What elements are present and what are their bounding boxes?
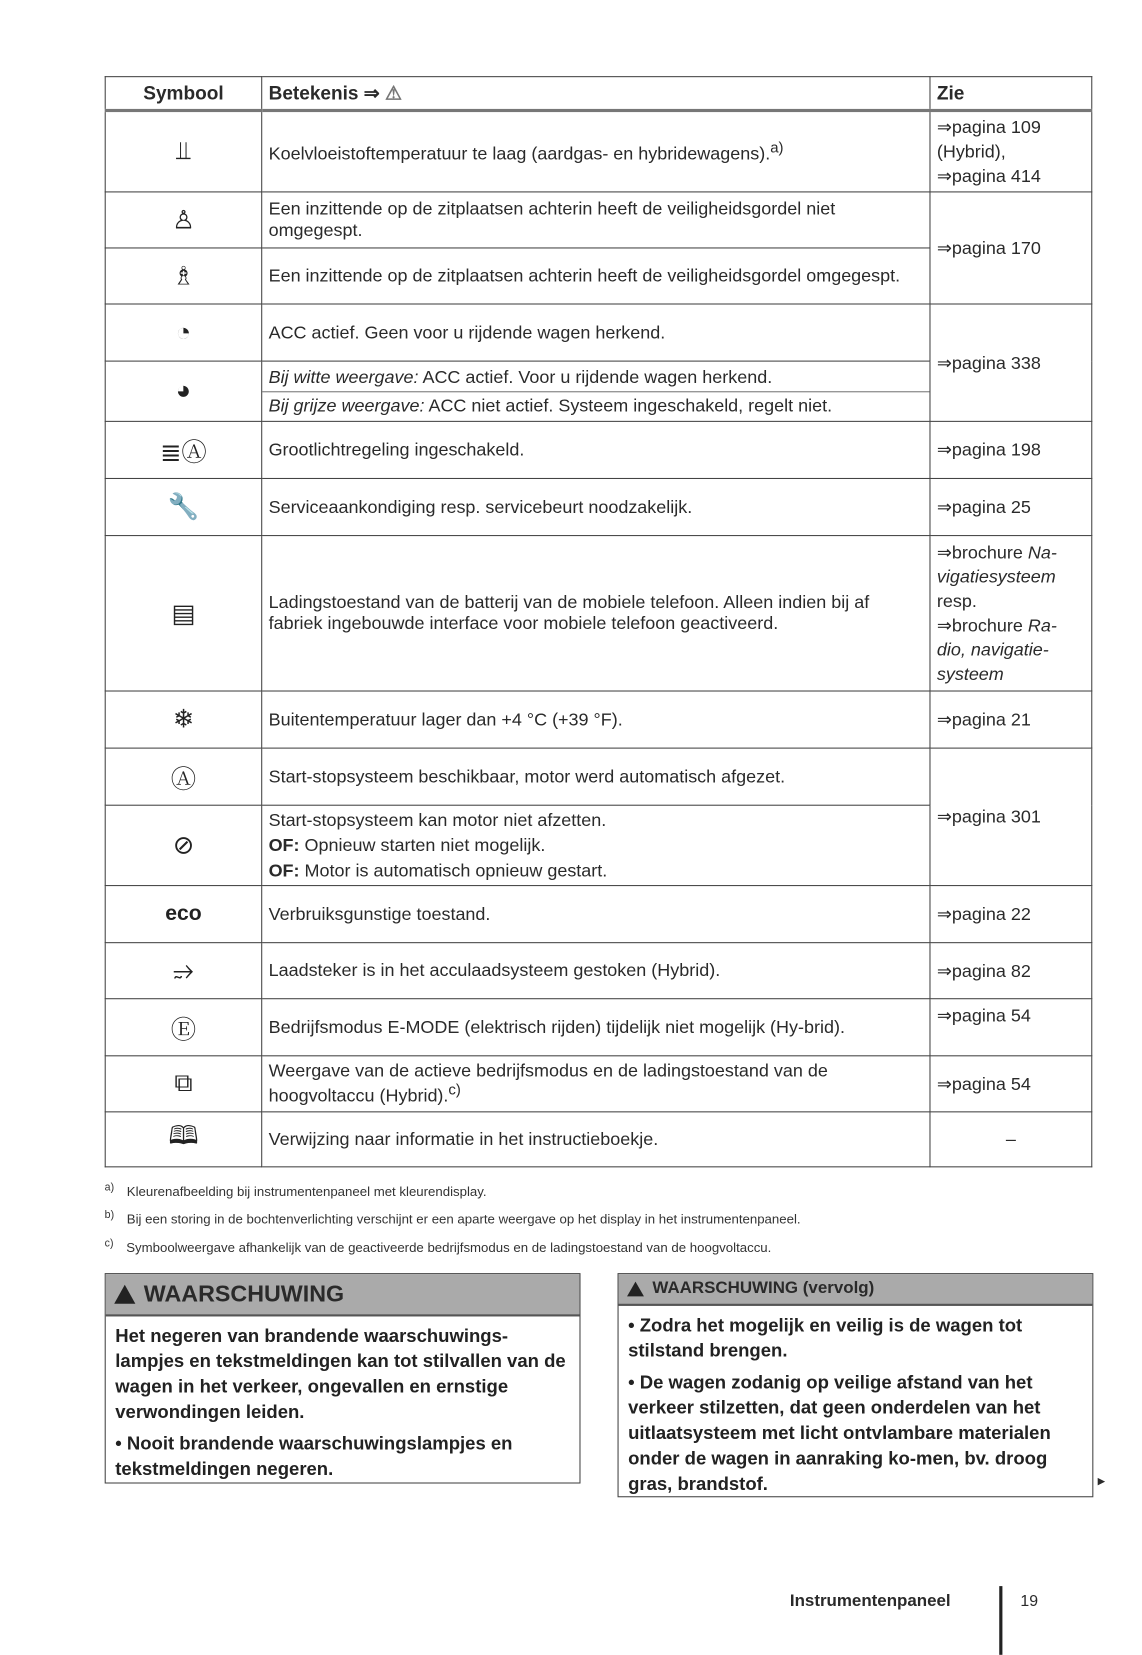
e-mode-unavailable-icon: Ⓔ: [105, 999, 261, 1056]
wrench-icon: 🔧: [105, 478, 261, 535]
table-row: 🔧 Serviceaankondiging resp. servicebeurt noodzakelijk. ⇒pagina 25: [105, 478, 1092, 535]
table-row: ⧉ Weergave van de actieve bedrijfsmodus en de ladingstoestand van de hoogvoltaccu (Hybrid).$^{c)}$ ⇒pagina 54: [105, 1056, 1092, 1112]
table-row: ◕ Bij witte weergave: ACC actief. Voor u rijdende wagen herkend. Bij grijze weergave: ACC niet actief. Systeem ingeschakeld, regelt niet.: [105, 361, 1092, 421]
page-link[interactable]: ⇒pagina 338: [930, 304, 1092, 421]
brochure-link[interactable]: ⇒brochure: [936, 542, 1028, 563]
header-see: Zie: [930, 77, 1092, 111]
footer-divider: [999, 1586, 1002, 1655]
table-row: ▤ Ladingstoestand van de batterij van de mobiele telefoon. Alleen indien bij af fabriek ingebouwde interface voor mobiele telefoon geactiveerd. ⇒brochure Na-vigatiesysteem resp. ⇒brochure Ra-dio, navigatie-systeem: [105, 536, 1092, 691]
table-row: ◔ ACC actief. Geen voor u rijdende wagen herkend. ⇒pagina 338: [105, 304, 1092, 361]
warning-triangle-icon: ⚠: [385, 81, 403, 104]
high-beam-assist-icon: ≣Ⓐ: [105, 421, 261, 478]
footnote: $^{a)}$ Kleurenafbeelding bij instrumentenpaneel met kleurendisplay.: [104, 1182, 487, 1200]
table-row: ⥴ Laadsteker is in het acculaadsysteem gestoken (Hybrid). ⇒pagina 82: [105, 943, 1092, 999]
charging-plug-icon: ⥴: [105, 943, 261, 999]
page-link[interactable]: ⇒pagina 82: [930, 943, 1092, 999]
table-row: Ⓐ Start-stopsysteem beschikbaar, motor werd automatisch afgezet. ⇒pagina 301: [105, 748, 1092, 805]
phone-battery-icon: ▤: [105, 536, 261, 691]
table-row: 🕮 Verwijzing naar informatie in het instructieboekje. –: [105, 1112, 1092, 1167]
table-row: ♙ Een inzittende op de zitplaatsen achterin heeft de veiligheidsgordel niet omgegespt. ⇒pagina 170: [105, 192, 1092, 248]
page-link[interactable]: ⇒pagina 414: [936, 166, 1041, 187]
table-row: ≣Ⓐ Grootlichtregeling ingeschakeld. ⇒pagina 198: [105, 421, 1092, 478]
page-link[interactable]: ⇒pagina 54: [930, 1056, 1092, 1112]
footnote: $^{b)}$ Bij een storing in de bochtenverlichting verschijnt er een aparte weergave op het display in het instrumentenpaneel.: [104, 1209, 801, 1227]
footer-section: Instrumentenpaneel: [789, 1592, 951, 1611]
page-link[interactable]: ⇒pagina 301: [930, 748, 1092, 885]
table-row: ⫫ Koelvloeistoftemperatuur te laag (aardgas- en hybridewagens).$^{a)}$ ⇒pagina 109 (Hybrid), ⇒pagina 414: [105, 110, 1092, 191]
continue-marker-icon: ▸: [1097, 1471, 1106, 1489]
header-meaning: Betekenis ⇒ ⚠: [262, 77, 930, 111]
warning-continued-box: WAARSCHUWING (vervolg) • Zodra het mogelijk en veilig is de wagen tot stilstand brengen. • De wagen zodanig op veilige afstand van het verkeer stilzetten, dat geen onderdelen van het uitlaatsysteem met licht ontvlambare materialen onder de wagen in aanraking ko-men, bv. droog gras, brandstof.: [618, 1273, 1094, 1497]
coolant-temperature-icon: ⫫: [105, 110, 261, 191]
start-stop-off-icon: ⊘: [105, 805, 261, 885]
warning-triangle-icon: [114, 1285, 135, 1304]
page-link[interactable]: ⇒pagina 22: [930, 886, 1092, 943]
footnote: $^{c)}$ Symboolweergave afhankelijk van de geactiveerde bedrijfsmodus en de ladingstoestand van de hoogvoltaccu.: [104, 1238, 772, 1256]
acc-vehicle-detected-icon: ◕: [105, 361, 261, 421]
snowflake-icon: ❄: [105, 691, 261, 748]
table-row: Ⓔ Bedrijfsmodus E-MODE (elektrisch rijden) tijdelijk niet mogelijk (Hy-brid). ⇒pagina 54: [105, 999, 1092, 1056]
eco-icon: eco: [105, 886, 261, 943]
acc-speedometer-icon: ◔: [105, 304, 261, 361]
symbol-table: [105, 76, 1093, 1167]
rear-seat-occupant-icon: ♙: [105, 192, 261, 248]
drive-mode-icon: ⧉: [105, 1056, 261, 1112]
brochure-link[interactable]: ⇒brochure: [936, 615, 1028, 636]
page-link[interactable]: ⇒pagina 54: [930, 999, 1092, 1056]
warning-box: WAARSCHUWING Het negeren van brandende waarschuwings-lampjes en tekstmeldingen kan tot stilvallen van de wagen in het verkeer, ongevallen en ernstige verwondingen leiden. • Nooit brandende waarschuwingslampjes en tekstmeldingen negeren.: [105, 1273, 581, 1483]
page-link[interactable]: ⇒pagina 198: [930, 421, 1092, 478]
page-link[interactable]: ⇒pagina 109: [936, 117, 1041, 138]
page-number: 19: [1020, 1592, 1039, 1611]
table-row: ❄ Buitentemperatuur lager dan +4 °C (+39 °F). ⇒pagina 21: [105, 691, 1092, 748]
table-row: ♗ Een inzittende op de zitplaatsen achterin heeft de veiligheidsgordel omgegespt.: [105, 248, 1092, 304]
table-row: ⊘ Start-stopsysteem kan motor niet afzetten. OF: Opnieuw starten niet mogelijk. OF: Motor is automatisch opnieuw gestart.: [105, 805, 1092, 885]
seatbelt-icon: ♗: [105, 248, 261, 304]
header-symbol: Symbool: [105, 77, 261, 111]
page-link[interactable]: ⇒pagina 21: [930, 691, 1092, 748]
manual-book-icon: 🕮: [105, 1112, 261, 1167]
warning-triangle-icon: [627, 1282, 644, 1297]
page-link[interactable]: ⇒pagina 170: [930, 192, 1092, 304]
start-stop-icon: Ⓐ: [105, 748, 261, 805]
page-link[interactable]: ⇒pagina 25: [930, 478, 1092, 535]
table-row: eco Verbruiksgunstige toestand. ⇒pagina 22: [105, 886, 1092, 943]
